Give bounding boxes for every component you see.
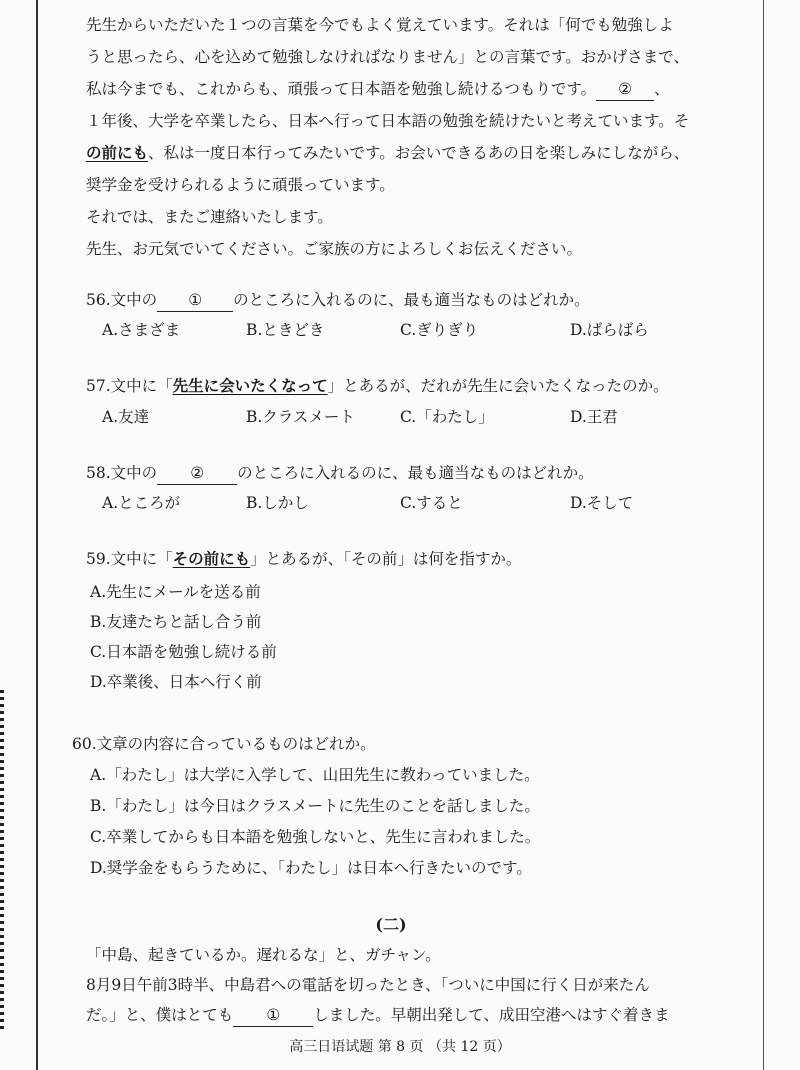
- question-60-stem: 60.文章の内容に合っているものはどれか。: [72, 735, 376, 753]
- question-59-prefix: 59.文中に「: [86, 550, 173, 568]
- question-60-option-a[interactable]: A.「わたし」は大学に入学して、山田先生に教わっていました。: [90, 766, 540, 784]
- question-60-option-c[interactable]: C.卒業してからも日本語を勉強しないと、先生に言われました。: [90, 828, 541, 846]
- question-58-blank: ②: [157, 462, 237, 485]
- letter-line-5: [86, 142, 689, 164]
- page-footer: 高三日语试题 第 8 页 （共 12 页）: [289, 1039, 511, 1055]
- question-56-option-c[interactable]: C.ぎりぎり: [400, 321, 479, 339]
- question-58-option-b[interactable]: B.しかし: [246, 494, 309, 512]
- section-2-paragraph-1: 「中島、起きているか。遅れるな」と、ガチャン。: [86, 946, 441, 964]
- question-57-option-d[interactable]: D.王君: [570, 408, 618, 426]
- letter-line-3: [86, 78, 670, 101]
- question-57-underlined: 先生に会いたくなって: [172, 376, 328, 395]
- question-57-stem: [86, 375, 669, 397]
- section-2-p3-end: しました。早朝出発して、成田空港へはすぐ着きま: [313, 1006, 670, 1024]
- question-57-option-b[interactable]: B.クラスメート: [246, 408, 355, 426]
- question-56-prefix: 56.文中の: [86, 291, 158, 309]
- section-2-p3-start: だ。」と、僕はとても: [86, 1006, 234, 1024]
- letter-line-8: 先生、お元気でいてください。ご家族の方によろしくお伝えください。: [86, 240, 583, 258]
- question-56-suffix: のところに入れるのに、最も適当なものはどれか。: [233, 291, 590, 309]
- question-56-stem: [86, 289, 590, 312]
- question-60-option-b[interactable]: B.「わたし」は今日はクラスメートに先生のことを話しました。: [90, 797, 540, 815]
- letter-line-3-text: 私は今までも、これからも、頑張って日本語を勉強し続けるつもりです。: [86, 80, 597, 98]
- blank-2: ②: [596, 78, 654, 101]
- question-59-stem: [86, 548, 521, 570]
- letter-line-1: 先生からいただいた１つの言葉を今でもよく覚えています。それは「何でも勉強しよ: [86, 16, 674, 34]
- question-59-underlined: その前にも: [172, 549, 251, 568]
- underlined-sono-mae-nimo: の前にも: [86, 143, 149, 162]
- question-56-option-b[interactable]: B.ときどき: [246, 321, 325, 339]
- section-2-paragraph-3: [86, 1004, 669, 1027]
- question-60-option-d[interactable]: D.奨学金をもらうために、「わたし」は日本へ行きたいのです。: [90, 859, 532, 877]
- question-56-option-a[interactable]: A.さまざま: [102, 321, 181, 339]
- binding-edge-marks: [0, 690, 4, 1030]
- letter-line-7: それでは、またご連絡いたします。: [86, 208, 333, 226]
- question-56-blank: ①: [157, 289, 233, 312]
- binding-line-left: [36, 0, 38, 1070]
- question-59-option-b[interactable]: B.友達たちと話し合う前: [90, 613, 262, 631]
- question-57-suffix: 」とあるが、だれが先生に会いたくなったのか。: [327, 377, 669, 395]
- section-2-blank-1: ①: [233, 1004, 313, 1027]
- question-58-suffix: のところに入れるのに、最も適当なものはどれか。: [237, 464, 594, 482]
- question-57-prefix: 57.文中に「: [86, 377, 173, 395]
- section-2-paragraph-2: 8月9日午前3時半、中島君への電話を切ったとき、「ついに中国に行く日が来たん: [86, 976, 650, 994]
- question-59-option-c[interactable]: C.日本語を勉強し続ける前: [90, 643, 277, 661]
- letter-line-6: 奨学金を受けられるように頑張っています。: [86, 176, 395, 194]
- question-57-option-c[interactable]: C.「わたし」: [400, 408, 494, 426]
- question-59-suffix: 」とあるが、「その前」は何を指すか。: [250, 550, 522, 568]
- section-2-title: (二): [375, 915, 407, 934]
- question-57-option-a[interactable]: A.友達: [102, 408, 150, 426]
- question-58-option-a[interactable]: A.ところが: [102, 494, 181, 512]
- question-58-prefix: 58.文中の: [86, 464, 158, 482]
- question-58-option-c[interactable]: C.すると: [400, 494, 463, 512]
- letter-line-4: １年後、大学を卒業したら、日本へ行って日本語の勉強を続けたいと考えています。そ: [86, 112, 690, 130]
- question-59-option-a[interactable]: A.先生にメールを送る前: [90, 583, 261, 601]
- question-58-option-d[interactable]: D.そして: [570, 494, 634, 512]
- question-59-option-d[interactable]: D.卒業後、日本へ行く前: [90, 673, 262, 691]
- letter-line-2: うと思ったら、心を込めて勉強しなければなりません」との言葉です。おかげさまで、: [86, 48, 689, 66]
- question-56-option-d[interactable]: D.ばらばら: [570, 321, 649, 339]
- margin-line-right: [763, 0, 764, 1070]
- letter-line-5-text: 、私は一度日本行ってみたいです。お会いできるあの日を楽しみにしながら、: [148, 144, 690, 162]
- letter-line-3-end: 、: [654, 80, 670, 98]
- question-58-stem: [86, 462, 594, 485]
